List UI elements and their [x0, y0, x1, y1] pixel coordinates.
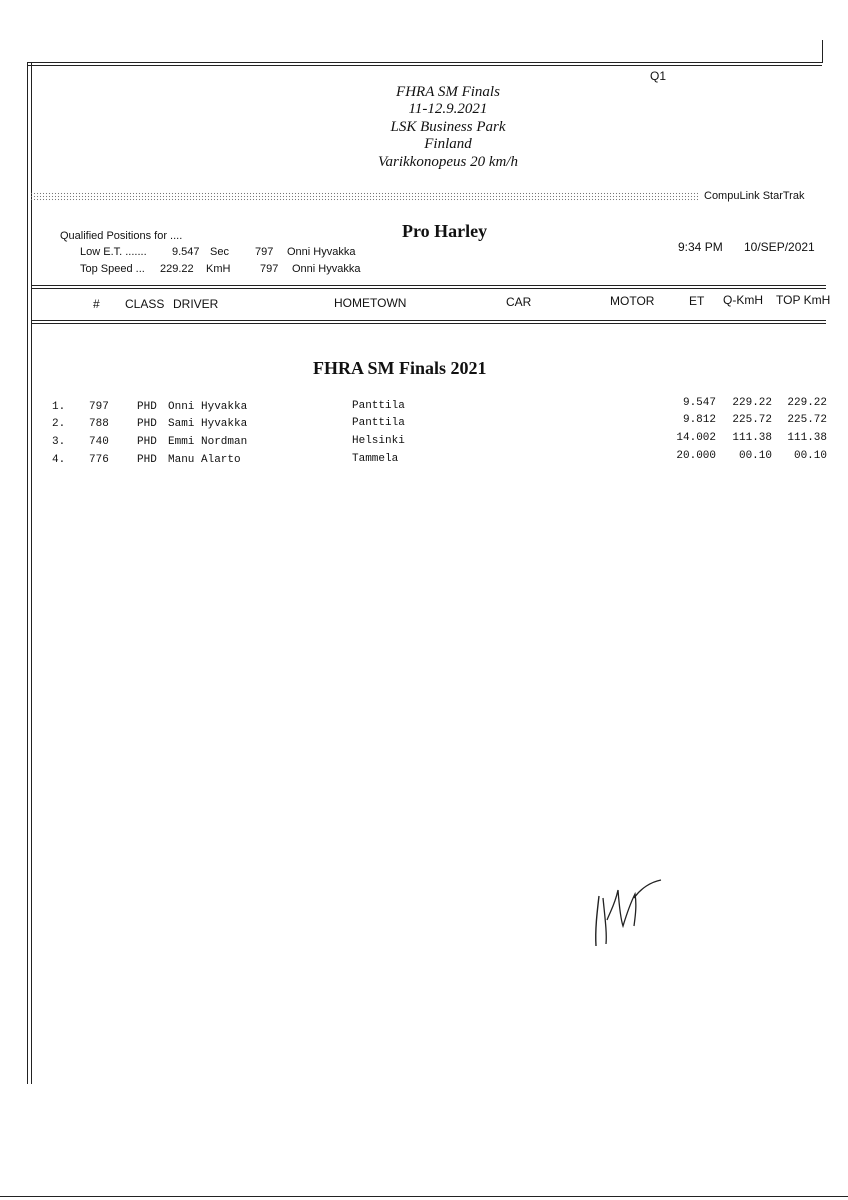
col-hometown: HOMETOWN [334, 296, 407, 310]
row-hometown: Panttila [352, 400, 405, 412]
row-driver: Emmi Nordman [168, 436, 248, 448]
row-et: 20.000 [676, 450, 716, 462]
event-venue: LSK Business Park [390, 119, 506, 135]
row-number: 788 [89, 418, 109, 430]
col-top-kmh: TOP KmH [776, 293, 831, 307]
row-position: 1. [52, 401, 66, 413]
row-top-kmh: 00.10 [793, 450, 827, 462]
top-speed-unit: KmH [206, 263, 231, 275]
row-position: 4. [52, 454, 66, 466]
top-border-2 [27, 65, 822, 66]
row-hometown: Helsinki [352, 435, 405, 447]
low-et-car: 797 [255, 246, 274, 258]
row-q-kmh: 111.38 [732, 432, 772, 444]
col-et: ET [689, 294, 705, 308]
low-et-driver: Onni Hyvakka [287, 246, 356, 258]
low-et-label: Low E.T. ....... [80, 246, 147, 258]
row-q-kmh: 229.22 [732, 397, 772, 409]
low-et-value: 9.547 [172, 246, 200, 258]
col-class: CLASS [125, 297, 165, 311]
row-driver: Sami Hyvakka [168, 418, 248, 430]
row-number: 740 [89, 436, 109, 448]
header-rule-bottom-2 [31, 323, 826, 324]
row-number: 797 [89, 401, 109, 413]
row-top-kmh: 225.72 [787, 414, 827, 426]
report-time: 9:34 PM [678, 240, 723, 254]
col-car: CAR [506, 295, 532, 309]
top-speed-label: Top Speed ... [80, 263, 145, 275]
row-hometown: Tammela [352, 453, 399, 465]
bottom-border [0, 1196, 848, 1197]
row-et: 9.547 [682, 397, 716, 409]
top-speed-driver: Onni Hyvakka [292, 263, 361, 275]
row-driver: Onni Hyvakka [168, 401, 248, 413]
section-title: FHRA SM Finals 2021 [313, 358, 487, 378]
col-q-kmh: Q-KmH [723, 293, 763, 307]
event-dates: 11-12.9.2021 [408, 101, 488, 117]
row-position: 3. [52, 436, 66, 448]
row-et: 9.812 [682, 414, 716, 426]
header-rule-bottom [31, 320, 826, 321]
row-q-kmh: 225.72 [732, 414, 772, 426]
system-name: CompuLink StarTrak [704, 190, 805, 202]
event-country: Finland [424, 136, 472, 152]
low-et-unit: Sec [210, 246, 229, 258]
row-top-kmh: 229.22 [787, 397, 827, 409]
row-class: PHD [137, 454, 157, 466]
col-motor: MOTOR [610, 294, 655, 308]
header-rule-top [31, 285, 826, 286]
dotted-band [30, 192, 698, 201]
row-hometown: Panttila [352, 417, 405, 429]
col-number: # [93, 297, 100, 311]
row-class: PHD [137, 436, 157, 448]
row-position: 2. [52, 418, 66, 430]
row-class: PHD [137, 401, 157, 413]
row-et: 14.002 [676, 432, 716, 444]
report-date: 10/SEP/2021 [744, 240, 815, 254]
top-speed-value: 229.22 [160, 263, 194, 275]
top-speed-car: 797 [260, 263, 279, 275]
page-code: Q1 [650, 69, 667, 83]
left-border-inner [31, 62, 32, 1084]
signature-icon [585, 868, 675, 958]
class-title: Pro Harley [402, 221, 488, 241]
row-number: 776 [89, 454, 109, 466]
top-border [27, 62, 822, 63]
row-q-kmh: 00.10 [738, 450, 772, 462]
row-top-kmh: 111.38 [787, 432, 827, 444]
header-rule-top-2 [31, 288, 826, 289]
event-pit-speed: Varikkonopeus 20 km/h [378, 154, 518, 170]
row-driver: Manu Alarto [168, 454, 241, 466]
left-border-outer [27, 62, 28, 1084]
right-border [822, 40, 823, 63]
qualified-heading: Qualified Positions for .... [60, 230, 183, 242]
row-class: PHD [137, 418, 157, 430]
event-name: FHRA SM Finals [396, 84, 500, 100]
col-driver: DRIVER [173, 297, 219, 311]
